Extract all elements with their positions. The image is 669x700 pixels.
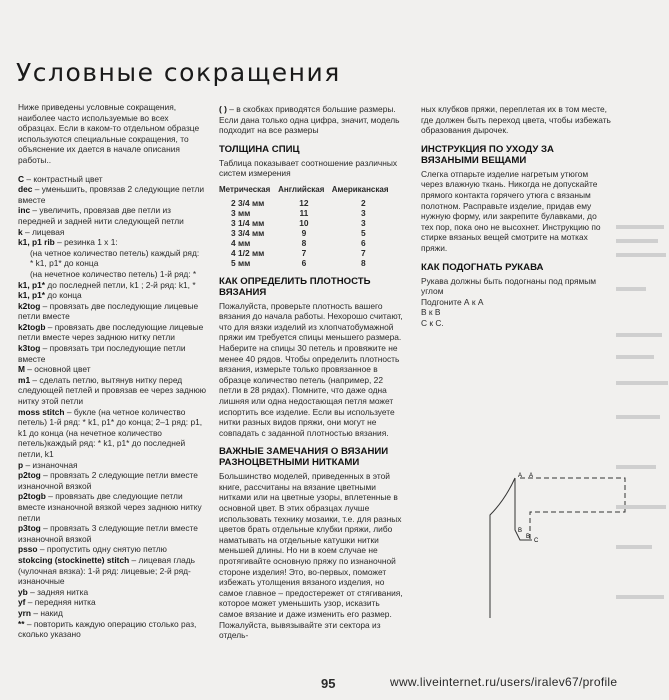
abbreviation-item — [18, 237, 208, 248]
abbreviation-term: stokcing (stockinette) stitch — [18, 554, 130, 565]
abbreviation-definition: – провязать две последующие лицевые петли вместе через заднюю нитку петли — [18, 321, 204, 343]
needles-english-cell: 12 — [299, 197, 309, 208]
abbreviation-definition: до последней петли, k1 ; 2-й ряд: k1, * — [45, 279, 196, 290]
colors-heading: ВАЖНЫЕ ЗАМЕЧАНИЯ О ВЯЗАНИИ РАЗНОЦВЕТНЫМИ НИТКАМИ — [219, 446, 389, 469]
needles-row — [219, 218, 397, 228]
abbreviation-term: dec — [18, 184, 33, 195]
sleeve-diagram — [480, 470, 630, 620]
abbreviation-item — [18, 375, 208, 407]
needles-american-cell: 5 — [361, 227, 366, 238]
abbreviation-definition: – уменьшить, провязав 2 следующие петли вместе — [18, 184, 205, 205]
abbreviation-definition: – изнаночная — [23, 459, 78, 470]
abbreviation-item — [18, 587, 208, 598]
abbreviation-definition: – сделать петлю, вытянув нитку перед следующей петлей и провязав ее через заднюю нитку этой петли — [18, 374, 207, 407]
abbreviation-item — [18, 407, 208, 460]
needles-table-header — [219, 185, 397, 198]
abbreviation-item — [18, 470, 208, 491]
abbreviation-definition: – провязать две следующие петли вместе изнаночной вязкой через заднюю нитку петли — [18, 491, 202, 523]
needles-english-cell: 10 — [299, 217, 309, 228]
abbreviation-term: k — [18, 226, 23, 237]
label-b-1: B — [518, 528, 523, 534]
abbreviation-item — [18, 322, 208, 343]
needles-metric-cell: 4 1/2 мм — [231, 247, 265, 258]
gauge-heading: КАК ОПРЕДЕЛИТЬ ПЛОТНОСТЬ ВЯЗАНИЯ — [219, 275, 371, 298]
abbreviation-definition: – лицевая — [22, 226, 65, 237]
abbreviation-definition: – провязать две последующие лицевые петли вместе — [18, 300, 199, 322]
column-2 — [219, 104, 405, 649]
abbreviation-definition: – контрастный цвет — [24, 173, 103, 184]
abbreviation-definition: – основной цвет — [24, 364, 91, 375]
abbreviation-item — [18, 280, 208, 291]
abbreviation-item — [18, 227, 208, 238]
needles-american-cell: 8 — [361, 257, 366, 268]
abbreviation-item — [18, 491, 208, 523]
needles-english-cell: 8 — [301, 237, 307, 248]
abbreviation-definition: – задняя нитка — [27, 586, 89, 597]
abbreviation-item — [18, 290, 208, 301]
needles-american-cell: 2 — [361, 197, 366, 208]
abbreviation-definition: (на нечетное количество петель) 1-й ряд: * — [30, 268, 197, 279]
abbreviation-term: m1 — [18, 374, 31, 385]
abbreviation-item — [18, 343, 208, 364]
care-heading: ИНСТРУКЦИЯ ПО УХОДУ ЗА ВЯЗАНЫМИ ВЕЩАМИ — [421, 143, 554, 166]
bleed-through-texture — [612, 205, 669, 675]
abbreviation-item — [18, 544, 208, 555]
needles-heading: ТОЛЩИНА СПИЦ — [219, 143, 300, 155]
abbreviation-definition: – лицевая гладь (чулочная вязка): 1-й ряд: лицевые; 2-й ряд-изнаночные — [18, 554, 195, 587]
needles-american-cell: 7 — [361, 247, 366, 258]
abbreviation-item — [18, 364, 208, 375]
abbreviation-definition: (на четное количество петель) каждый ряд: — [30, 247, 200, 258]
sleeve-heading: КАК ПОДОГНАТЬ РУКАВА — [421, 261, 544, 273]
abbreviation-definition: – накид — [31, 607, 63, 618]
abbreviation-term: k1, p1* — [18, 290, 46, 301]
needles-row — [219, 248, 397, 258]
intro-text: Ниже приведены условные сокращения, наиболее часто используемые во всех образцах. Если в каком-то отдельном образце используются специальные сокращения, то объяснение их дается в начале описания работы.. — [18, 102, 200, 165]
abbreviations-list — [18, 174, 208, 640]
abbreviation-term: ** — [18, 618, 25, 629]
needles-english-cell: 11 — [299, 207, 309, 218]
abbreviation-item — [18, 608, 208, 619]
abbreviation-term: psso — [18, 544, 38, 555]
label-a-1: A — [518, 473, 523, 479]
label-c: C — [534, 538, 539, 544]
needles-metric-cell: 4 мм — [231, 237, 251, 248]
needles-english-cell: 6 — [301, 257, 307, 268]
abbreviation-definition: * k1, p1* до конца — [30, 258, 99, 269]
brackets-term: ( ) — [219, 104, 227, 114]
needles-row — [219, 238, 397, 248]
brackets-def: – в скобках приводятся большие размеры. Если дана только одна цифра, значит, модель подходит на все размеры — [219, 104, 400, 136]
abbreviation-term: C — [18, 173, 25, 184]
care-text: Слегка отпарьте изделие нагретым утюгом через влажную ткань. Никогда не допускайте прямого контакта горячего утюга с вязаным полотном. Расправьте изделие, придав ему нужную форму, или закрепите булавками, до тех пор, пока оно не высохнет. Инструкцию по стирке вязаных вещей смотрите на мотках пряжи. — [421, 168, 601, 253]
abbreviation-item — [18, 555, 208, 587]
abbreviation-term: yrn — [18, 607, 32, 618]
abbreviation-item — [18, 301, 208, 322]
abbreviation-item — [18, 258, 208, 269]
abbreviation-definition: – увеличить, провязав две петли из передней и задней нити следующей петли — [18, 205, 184, 226]
brackets-note — [219, 104, 405, 136]
abbreviation-term: p2togb — [18, 491, 46, 502]
abbreviation-definition: – провязать три последующие петли вместе — [18, 343, 186, 364]
needles-english-cell: 7 — [301, 247, 307, 258]
colors-text: Большинство моделей, приведенных в этой книге, рассчитаны на вязание цветными нитками или на цветные узоры, вплетенные в основной цвет. В этих образцах лучше использовать технику мозаики, т.е. для разных цветов брать отдельные клубки пряжи, либо наматывать на отдельные катушки нитки меньшей длины. Но ни в коем случае не протягивайте основную пряжу по изнаночной стороне изделия! Это, во-первых, поможет избежать утолщения вязаного изделия, но самое главное – предостережет от стягивания, которое может уменьшить узор, исказить самое вязание и даже изменить его размер. Пожалуйста, вывязывайте эти сектора из отдель- — [219, 471, 403, 641]
needles-row — [219, 228, 397, 238]
abbreviation-term: yb — [18, 586, 28, 597]
needles-col-english: Английская — [278, 184, 325, 194]
abbreviation-item — [18, 205, 208, 226]
needles-row — [219, 258, 397, 268]
sleeve-outline — [520, 478, 625, 540]
label-a-2: A — [529, 473, 534, 479]
needles-metric-cell: 2 3/4 мм — [231, 197, 265, 208]
gauge-text: Пожалуйста, проверьте плотность вашего вязания до начала работы. Нехорошо считают, что для вязки изделий из хлопчатобумажной пряжи им требуется спицы меньшего размера. Наберите на спицы 30 петель и провяжите не менее 40 рядов. Чтобы определить плотность вязания, измерьте только провязанное в образце количество петель (например, 22 петли в 28 рядах). Помните, что даже одна лишняя или одна недостающая петля может испортить все изделие. Если вы используете нитки разных видов пряжи, они могут не совпадать с заданной плотностью вязания. — [219, 300, 403, 438]
abbreviation-item — [18, 174, 208, 185]
abbreviation-item — [18, 184, 208, 205]
abbreviation-term: k2togb — [18, 321, 46, 332]
needles-english-cell: 9 — [301, 227, 307, 238]
colors-continued-text: ных клубков пряжи, переплетая их в том месте, где должен быть переход цвета, чтобы избежать образования дырочек. — [421, 104, 611, 136]
sleeve-line: Подгоните А к А — [421, 296, 484, 307]
abbreviation-term: k1, p1 rib — [18, 237, 55, 248]
needles-metric-cell: 3 1/4 мм — [231, 217, 265, 228]
abbreviation-item — [18, 523, 208, 544]
sleeve-pair-b: В к В — [421, 307, 441, 318]
abbreviation-item — [18, 460, 208, 471]
abbreviation-term: k2tog — [18, 300, 41, 311]
abbreviation-term: p2tog — [18, 470, 41, 481]
needles-metric-cell: 3 мм — [231, 207, 251, 218]
abbreviation-item — [18, 619, 208, 640]
needles-american-cell: 3 — [361, 217, 366, 228]
abbreviation-item — [18, 269, 208, 280]
abbreviation-term: moss stitch — [18, 406, 65, 417]
abbreviation-term: M — [18, 364, 25, 375]
abbreviation-definition: – букле (на четное количество петель) 1-й ряд: * k1, p1* до конца; 2–1 ряд: p1, k1 до конца (на нечетное количество петель)каждый ряд: * k1, p1* до последней петли, k1 — [18, 406, 203, 459]
sleeve-text: Рукава должны быть подогнаны под прямым углом — [421, 275, 597, 297]
needles-american-cell: 3 — [361, 207, 366, 218]
needles-col-metric: Метрическая — [219, 184, 271, 194]
watermark-url: www.liveinternet.ru/users/iralev67/profile — [390, 675, 618, 689]
abbreviation-definition: – повторить каждую операцию столько раз, сколько указано — [18, 618, 197, 640]
abbreviation-term: k3tog — [18, 343, 41, 354]
needles-metric-cell: 3 3/4 мм — [231, 227, 265, 238]
abbreviation-term: inc — [18, 205, 31, 216]
label-b-2: B — [526, 534, 531, 540]
abbreviation-term: yf — [18, 597, 26, 608]
abbreviation-definition: – передняя нитка — [25, 597, 96, 608]
page-number: 95 — [321, 676, 336, 691]
needles-row — [219, 208, 397, 218]
needles-row — [219, 198, 397, 208]
body-outline — [490, 478, 515, 618]
needles-col-american: Американская — [331, 184, 389, 194]
abbreviation-item — [18, 248, 208, 259]
abbreviation-item — [18, 597, 208, 608]
page-title: Условные сокращения — [16, 58, 341, 87]
sleeve-pair-c: С к С. — [421, 317, 444, 328]
abbreviation-definition: – резинка 1 х 1: — [54, 237, 118, 248]
column-1 — [18, 102, 208, 640]
abbreviation-term: k1, p1* — [18, 279, 46, 290]
abbreviation-definition: до конца — [45, 290, 82, 301]
needles-metric-cell: 5 мм — [231, 257, 251, 268]
needles-table — [219, 185, 397, 268]
abbreviation-definition: – провязать 3 следующие петли вместе изнаночной вязкой — [18, 523, 198, 544]
needles-american-cell: 6 — [361, 237, 366, 248]
abbreviation-term: p — [18, 459, 24, 470]
abbreviation-definition: – провязать 2 следующие петли вместе изнаночной вязкой — [18, 470, 198, 491]
column-3 — [421, 104, 611, 329]
abbreviation-term: p3tog — [18, 523, 41, 534]
abbreviation-definition: – пропустить одну снятую петлю — [37, 544, 167, 555]
needles-intro: Таблица показывает соотношение различных систем измерения — [219, 157, 398, 179]
